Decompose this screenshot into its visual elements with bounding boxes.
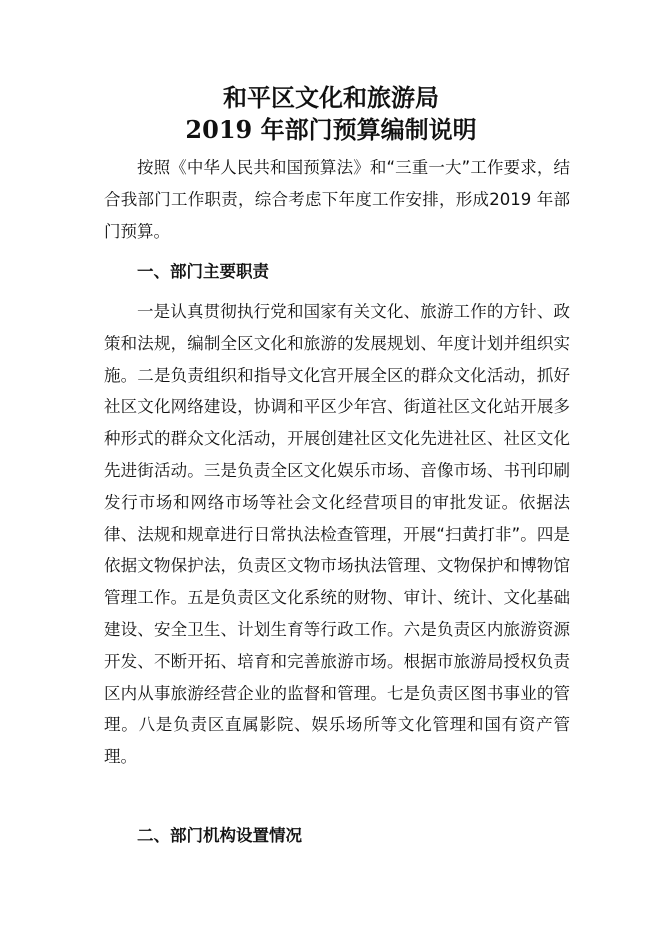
- section-heading-organization: 二、部门机构设置情况: [137, 826, 302, 845]
- intro-paragraph: 按照《中华人民共和国预算法》和“三重一大”工作要求，结合我部门工作职责，综合考虑下年度工作安排，形成2019 年部门预算。: [104, 158, 570, 241]
- document-title-line1: 和平区文化和旅游局: [223, 83, 439, 112]
- document-title-line2: 2019 年部门预算编制说明: [185, 115, 477, 144]
- duties-paragraph: 一是认真贯彻执行党和国家有关文化、旅游工作的方针、政策和法规，编制全区文化和旅游的发展规划、年度计划并组织实施。二是负责组织和指导文化宫开展全区的群众文化活动，抓好社区文化网络建设，协调和平区少年宫、街道社区文化站开展多种形式的群众文化活动，开展创建社区文化先进社区、社区文化先进街活动。三是负责全区文化娱乐市场、音像市场、书刊印刷发行市场和网络市场等社会文化经营项目的审批发证。依据法律、法规和规章进行日常执法检查管理，开展“扫黄打非”。四是依据文物保护法，负责区文物市场执法管理、文物保护和博物馆管理工作。五是负责区文化系统的财物、审计、统计、文化基础建设、安全卫生、计划生育等行政工作。六是负责区内旅游资源开发、不断开拓、培育和完善旅游市场。根据市旅游局授权负责区内从事旅游经营企业的监督和管理。七是负责区图书事业的管理。八是负责区直属影院、娱乐场所等文化管理和国有资产管理。: [104, 302, 570, 767]
- section-heading-duties: 一、部门主要职责: [137, 262, 269, 281]
